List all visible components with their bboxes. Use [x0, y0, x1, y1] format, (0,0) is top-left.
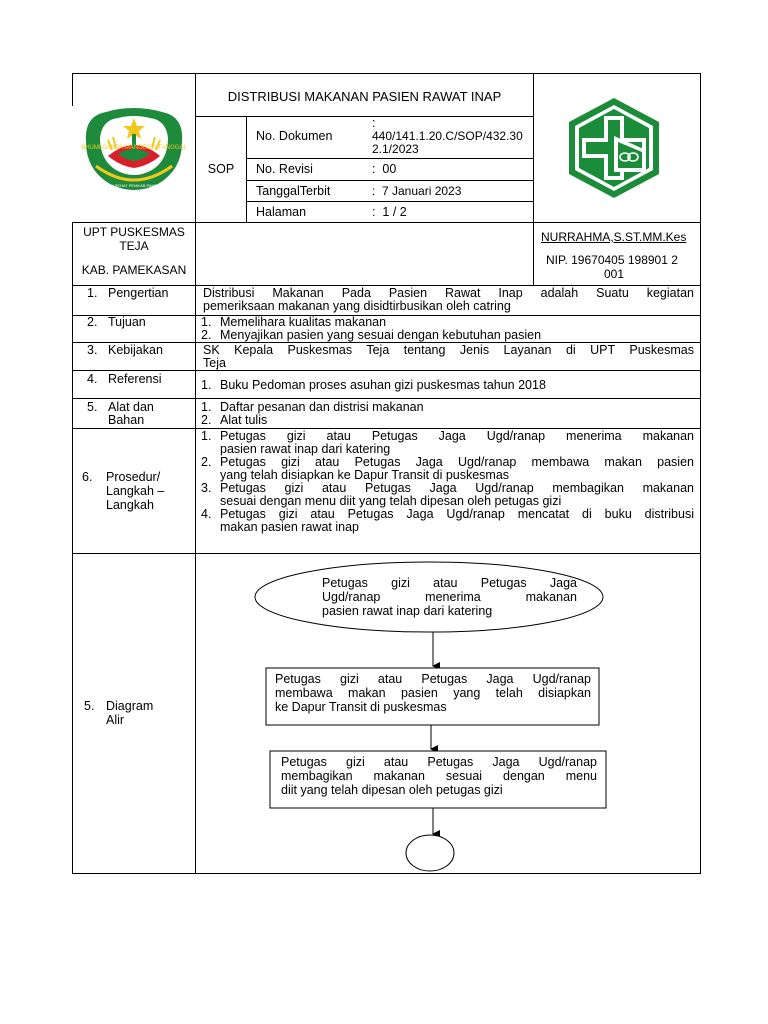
tujuan-list: [198, 316, 694, 342]
list-item: 1. Memelihara kualitas makanan: [201, 315, 387, 329]
pengertian-line2: pemeriksaan makanan yang disidtirbusikan oleh catring: [203, 299, 511, 313]
pengertian-label: Pengertian: [108, 286, 169, 300]
kebijakan-line1: SK Kepala Puskesmas Teja tentang Jenis Layanan di UPT Puskesmas: [203, 343, 694, 357]
referensi-label: Referensi: [108, 372, 162, 386]
kebijakan-line2: Teja: [203, 356, 226, 370]
diagram-label-line1: Diagram: [106, 699, 154, 713]
pengertian-num: 1.: [87, 286, 98, 300]
org-line2: TEJA: [119, 239, 149, 253]
prosedur-label-line2: Langkah –: [106, 484, 165, 498]
diagram-label-line2: Alir: [106, 713, 125, 727]
flow-end-ellipse: [406, 835, 454, 871]
flow-step2-line1: Petugas gizi atau Petugas Jaga Ugd/ranap: [275, 672, 591, 686]
sop-label: SOP: [207, 162, 235, 176]
org-line1: UPT PUSKESMAS: [83, 225, 185, 239]
list-item: 4. Petugas gizi atau Petugas Jaga Ugd/ranap mencatat di buku distribusi makan pasien rawat inap: [201, 507, 694, 534]
no-dokumen-value-line1: 440/141.1.20.C/SOP/432.30: [372, 129, 523, 143]
list-item: 1. Daftar pesanan dan distrisi makanan: [201, 400, 424, 414]
list-item: 1. Buku Pedoman proses asuhan gizi puskesmas tahun 2018: [201, 378, 546, 392]
prosedur-num: 6.: [82, 470, 93, 484]
left-logo-text: BHUMI GANDA MANGESTI TUNGGAL: [81, 145, 187, 151]
alat-label-line1: Alat dan: [108, 400, 154, 414]
no-dokumen-value-line2: 2.1/2023: [372, 142, 419, 156]
tanggal-terbit-value: : 7 Januari 2023: [372, 184, 462, 198]
alat-list: [198, 401, 694, 427]
right-logo: [562, 96, 666, 200]
pengertian-line1: Distribusi Makanan Pada Pasien Rawat Inap adalah Suatu kegiatan: [203, 286, 694, 300]
puskesmas-logo-icon: [562, 96, 666, 200]
list-item: 3. Petugas gizi atau Petugas Jaga Ugd/ranap membagikan makanan sesuai dengan menu diit yang telah dipesan oleh petugas gizi: [201, 481, 694, 508]
kebijakan-num: 3.: [87, 343, 98, 357]
flow-step1-line2: Ugd/ranap menerima makanan: [322, 590, 577, 604]
flow-step3-line3: diit yang telah dipesan oleh petugas gizi: [281, 783, 503, 797]
halaman-value: : 1 / 2: [372, 205, 407, 219]
no-dokumen-colon: :: [372, 116, 376, 130]
flow-step2-line2: membawa makan pasien yang telah disiapkan: [275, 686, 591, 700]
prosedur-label-line3: Langkah: [106, 498, 154, 512]
flow-step3-line1: Petugas gizi atau Petugas Jaga Ugd/ranap: [281, 755, 597, 769]
halaman-label: Halaman: [256, 205, 307, 219]
no-dokumen-label: No. Dokumen: [256, 129, 333, 143]
tujuan-num: 2.: [87, 315, 98, 329]
alat-label-line2: Bahan: [108, 413, 145, 427]
kebijakan-label: Kebijakan: [108, 343, 163, 357]
flow-step1-line3: pasien rawat inap dari katering: [322, 604, 493, 618]
prosedur-label-line1: Prosedur/: [106, 470, 161, 484]
tanggal-terbit-label: TanggalTerbit: [256, 184, 331, 198]
list-item: 2. Petugas gizi atau Petugas Jaga Ugd/ranap membawa makan pasien yang telah disiapkan ke Dapur Transit di puskesmas: [201, 455, 694, 482]
list-item: 2. Menyajikan pasien yang sesuai dengan kebutuhan pasien: [201, 328, 542, 342]
diagram-num: 5.: [84, 699, 95, 713]
flow-step2-line3: ke Dapur Transit di puskesmas: [275, 700, 447, 714]
list-item: 2. Alat tulis: [201, 413, 268, 427]
flow-step3-line2: membagikan makanan sesuai dengan menu: [281, 769, 597, 783]
no-revisi-value: : 00: [372, 162, 397, 176]
tujuan-label: Tujuan: [108, 315, 146, 329]
no-revisi-label: No. Revisi: [256, 162, 313, 176]
referensi-num: 4.: [87, 372, 98, 386]
signer-name: NURRAHMA,S.ST.MM.Kes: [541, 230, 687, 244]
signer-nip-line1: NIP. 19670405 198901 2: [546, 253, 678, 267]
prosedur-list: [198, 430, 694, 534]
document-title: DISTRIBUSI MAKANAN PASIEN RAWAT INAP: [227, 89, 502, 104]
left-logo-subtext: MENUJU SEHAT PEMKAB PAMEKASAN: [96, 183, 172, 188]
signer-nip-line2: 001: [604, 267, 625, 281]
referensi-list: [198, 379, 694, 392]
list-item: 1. Petugas gizi atau Petugas Jaga Ugd/ranap menerima makanan pasien rawat inap dari katering: [201, 429, 694, 456]
alat-num: 5.: [87, 400, 98, 414]
flow-step1-line1: Petugas gizi atau Petugas Jaga: [322, 576, 577, 590]
org-line3: KAB. PAMEKASAN: [81, 263, 187, 277]
left-logo: [78, 104, 190, 196]
